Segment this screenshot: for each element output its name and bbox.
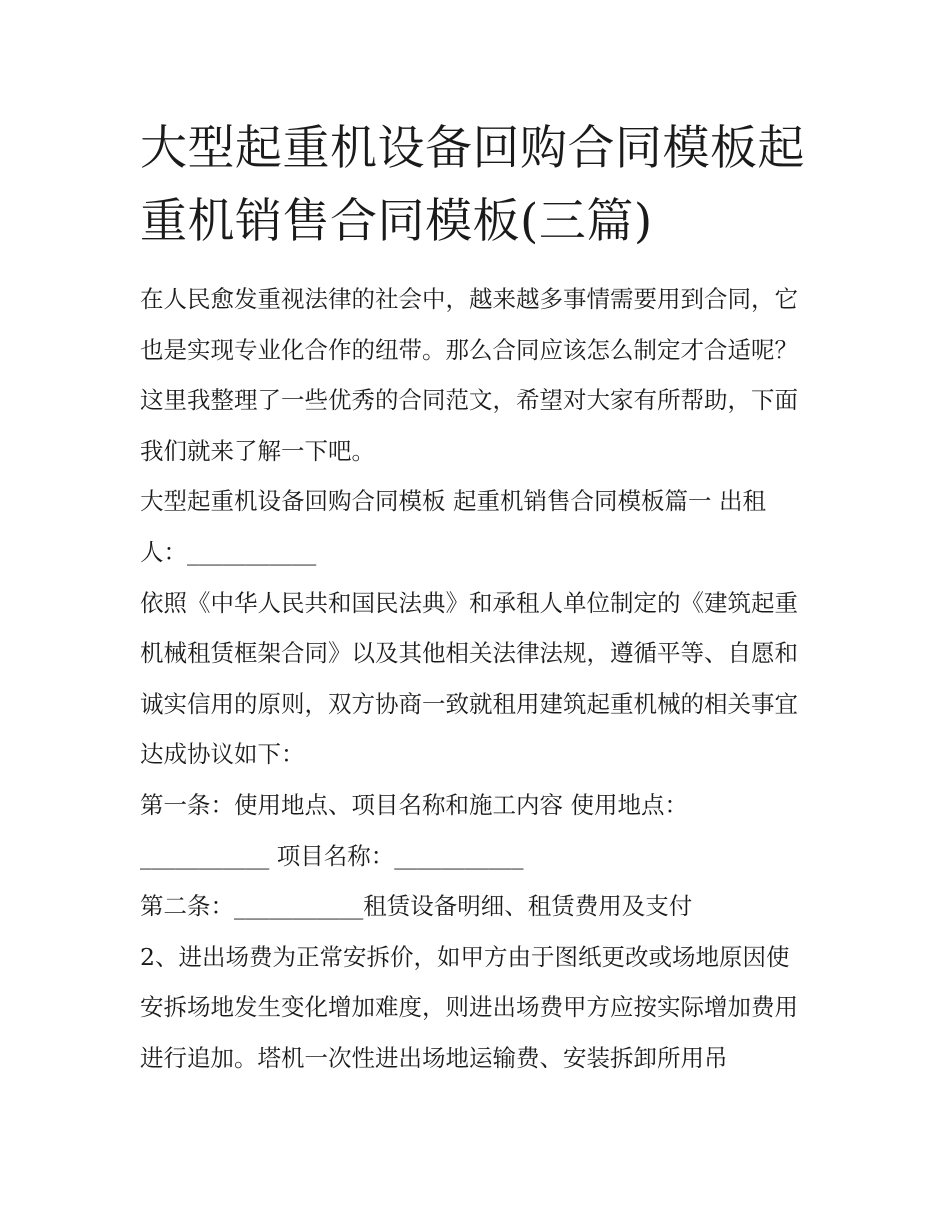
section-heading-paragraph: 大型起重机设备回购合同模板 起重机销售合同模板篇一 出租人：___________ <box>140 487 766 566</box>
preamble-paragraph: 依照《中华人民共和国民法典》和承租人单位制定的《建筑起重机械租赁框架合同》以及其他相关法律法规，遵循平等、自愿和诚实信用的原则，双方协商一致就租用建筑起重机械的相关事宜达成协议如下： <box>140 588 798 769</box>
article-two-paragraph: 第二条：___________租赁设备明细、租赁费用及支付 <box>140 892 693 921</box>
document-page <box>140 112 812 1084</box>
clause-two-paragraph: 2、进出场费为正常安拆价，如甲方由于图纸更改或场地原因使安拆场地发生变化增加难度，则进出场费甲方应按实际增加费用进行追加。塔机一次性进出场地运输费、安装拆卸所用吊 <box>140 942 798 1072</box>
intro-paragraph: 在人民愈发重视法律的社会中，越来越多事情需要用到合同，它也是实现专业化合作的纽带。那么合同应该怎么制定才合适呢？这里我整理了一些优秀的合同范文，希望对大家有所帮助，下面我们就来了解一下吧。 <box>140 285 798 465</box>
article-one-paragraph: 第一条：使用地点、项目名称和施工内容 使用地点：___________ 项目名称：___________ <box>140 790 688 870</box>
document-title: 大型起重机设备回购合同模板起重机销售合同模板(三篇) <box>140 121 805 249</box>
